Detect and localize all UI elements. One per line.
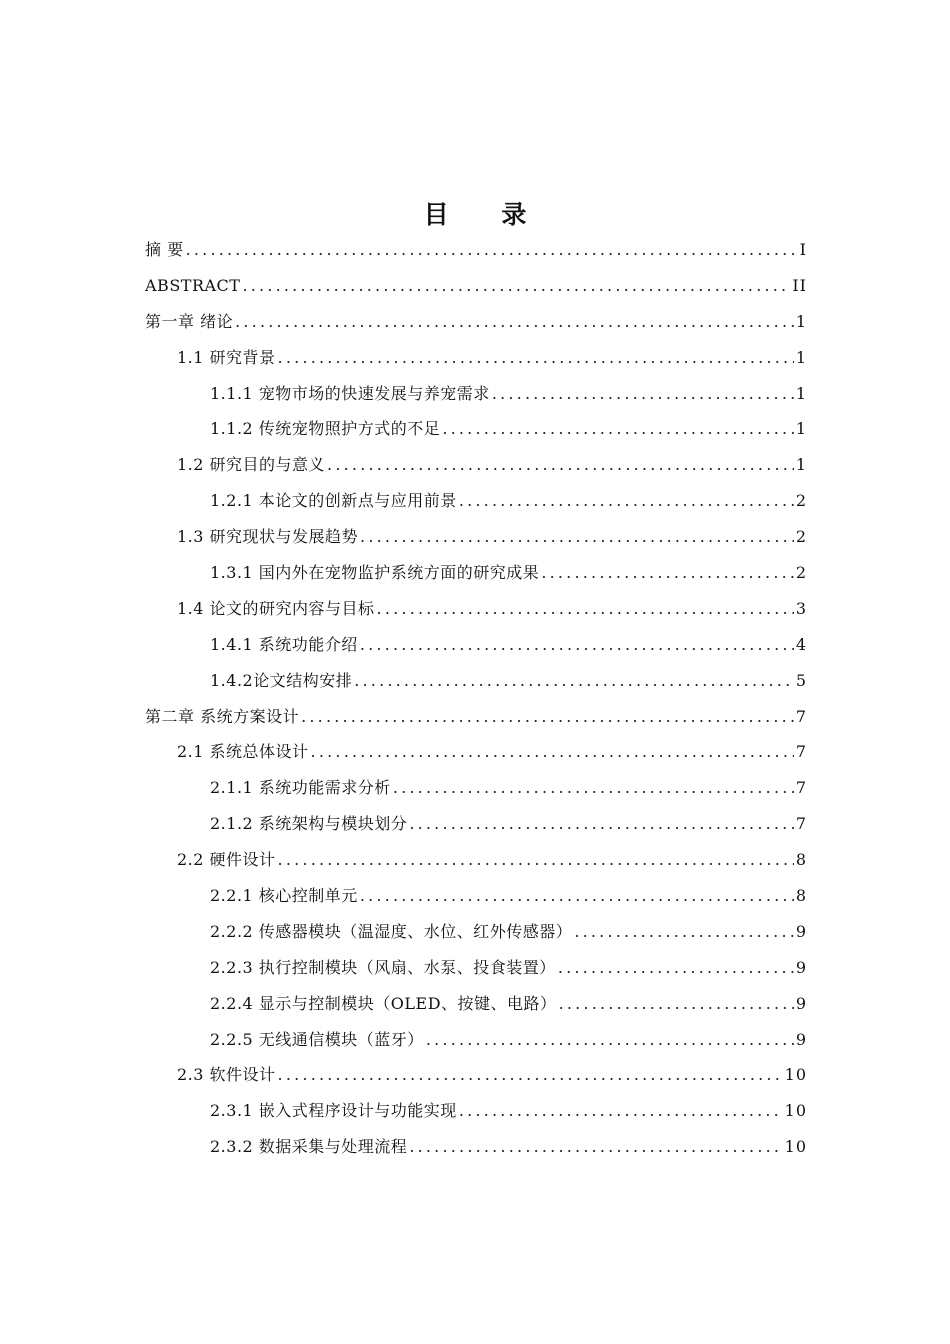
toc-entry[interactable]	[145, 1129, 807, 1165]
toc-entry-label: 1.1.2 传统宠物照护方式的不足	[210, 419, 441, 439]
toc-entry[interactable]	[145, 519, 807, 555]
toc-page-number: 2	[795, 491, 807, 511]
toc-entry-label: 2.2.5 无线通信模块（蓝牙）	[210, 1029, 424, 1049]
toc-dot-leader	[426, 1022, 794, 1058]
toc-dot-leader	[377, 591, 794, 627]
toc-dot-leader	[492, 376, 794, 412]
toc-dot-leader	[558, 950, 794, 986]
toc-dot-leader	[235, 304, 794, 340]
toc-entry-label: ABSTRACT	[145, 275, 241, 295]
toc-dot-leader	[278, 1057, 783, 1093]
toc-entry[interactable]	[145, 663, 807, 699]
toc-entry[interactable]	[145, 411, 807, 447]
toc-entry[interactable]	[145, 555, 807, 591]
toc-entry[interactable]	[145, 232, 807, 268]
toc-page-number: 9	[795, 993, 807, 1013]
toc-page-number: 1	[795, 347, 807, 367]
toc-entry[interactable]	[145, 806, 807, 842]
toc-dot-leader	[186, 232, 798, 268]
toc-dot-leader	[541, 555, 794, 591]
toc-dot-leader	[574, 914, 794, 950]
toc-dot-leader	[278, 842, 794, 878]
toc-entry-label: 1.4.1 系统功能介绍	[210, 634, 358, 654]
toc-page-number: 10	[784, 1137, 807, 1157]
toc-entry-label: 1.2.1 本论文的创新点与应用前景	[210, 491, 457, 511]
toc-entry-label: 2.2.1 核心控制单元	[210, 886, 358, 906]
toc-page-number: 8	[795, 886, 807, 906]
toc-page-number: 5	[795, 670, 807, 690]
toc-entry[interactable]	[145, 986, 807, 1022]
toc-entry-label: 2.1.2 系统架构与模块划分	[210, 814, 408, 834]
toc-page-number: 7	[795, 778, 807, 798]
toc-page-number: 8	[795, 850, 807, 870]
toc-page-number: 1	[795, 383, 807, 403]
toc-page-number: 10	[784, 1101, 807, 1121]
toc-page-number: 9	[795, 921, 807, 941]
toc-page-number: 1	[795, 311, 807, 331]
toc-entry[interactable]	[145, 878, 807, 914]
toc-entry[interactable]	[145, 304, 807, 340]
table-of-contents	[145, 232, 807, 1165]
toc-dot-leader	[459, 1093, 783, 1129]
toc-dot-leader	[459, 483, 794, 519]
toc-dot-leader	[442, 411, 794, 447]
toc-dot-leader	[360, 878, 794, 914]
toc-page-number: I	[799, 240, 807, 259]
toc-entry[interactable]	[145, 447, 807, 483]
toc-dot-leader	[278, 340, 794, 376]
toc-entry[interactable]	[145, 734, 807, 770]
toc-entry-label: 2.1 系统总体设计	[177, 742, 309, 762]
toc-page-number: 4	[795, 634, 807, 654]
toc-entry-label: 1.3.1 国内外在宠物监护系统方面的研究成果	[210, 563, 540, 583]
toc-dot-leader	[327, 447, 794, 483]
toc-entry-label: 摘 要	[145, 240, 184, 259]
page-title: 目 录	[423, 199, 549, 229]
toc-entry[interactable]	[145, 842, 807, 878]
toc-page-number: 1	[795, 419, 807, 439]
toc-page-number: II	[792, 275, 807, 295]
toc-page-number: 7	[795, 742, 807, 762]
toc-dot-leader	[409, 806, 794, 842]
toc-entry[interactable]	[145, 483, 807, 519]
toc-entry[interactable]	[145, 1057, 807, 1093]
toc-page-number: 10	[784, 1065, 807, 1085]
toc-page-number: 9	[795, 957, 807, 977]
toc-entry[interactable]	[145, 1022, 807, 1058]
toc-dot-leader	[360, 627, 794, 663]
toc-entry[interactable]	[145, 770, 807, 806]
toc-dot-leader	[393, 770, 794, 806]
toc-entry[interactable]	[145, 268, 807, 304]
toc-dot-leader	[360, 519, 794, 555]
toc-page-number: 2	[795, 527, 807, 547]
toc-page-number: 1	[795, 455, 807, 475]
toc-dot-leader	[301, 699, 794, 735]
toc-entry-label: 1.1.1 宠物市场的快速发展与养宠需求	[210, 383, 490, 403]
toc-dot-leader	[242, 268, 790, 304]
toc-page-number: 2	[795, 563, 807, 583]
toc-entry-label: 2.2 硬件设计	[177, 850, 276, 870]
toc-entry-label: 2.2.4 显示与控制模块（OLED、按键、电路）	[210, 993, 557, 1013]
toc-entry[interactable]	[145, 627, 807, 663]
toc-dot-leader	[559, 986, 794, 1022]
toc-page-number: 3	[795, 598, 807, 618]
toc-dot-leader	[409, 1129, 782, 1165]
toc-entry-label: 1.4 论文的研究内容与目标	[177, 598, 375, 618]
toc-entry-label: 第一章 绪论	[145, 311, 234, 331]
toc-entry[interactable]	[145, 914, 807, 950]
toc-entry-label: 2.3.1 嵌入式程序设计与功能实现	[210, 1101, 457, 1121]
toc-entry-label: 1.3 研究现状与发展趋势	[177, 527, 359, 547]
toc-entry[interactable]	[145, 376, 807, 412]
toc-entry[interactable]	[145, 950, 807, 986]
toc-entry-label: 2.1.1 系统功能需求分析	[210, 778, 391, 798]
toc-dot-leader	[311, 734, 794, 770]
toc-entry[interactable]	[145, 699, 807, 735]
toc-entry-label: 第二章 系统方案设计	[145, 706, 300, 726]
toc-dot-leader	[354, 663, 794, 699]
toc-page-number: 7	[795, 814, 807, 834]
toc-entry[interactable]	[145, 1093, 807, 1129]
toc-entry-label: 1.2 研究目的与意义	[177, 455, 326, 475]
toc-entry-label: 2.2.3 执行控制模块（风扇、水泵、投食装置）	[210, 957, 556, 977]
toc-entry-label: 1.4.2论文结构安排	[210, 670, 353, 690]
toc-entry-label: 2.3.2 数据采集与处理流程	[210, 1137, 408, 1157]
toc-page-number: 9	[795, 1029, 807, 1049]
toc-entry-label: 2.3 软件设计	[177, 1065, 276, 1085]
toc-entry-label: 1.1 研究背景	[177, 347, 276, 367]
toc-entry[interactable]	[145, 340, 807, 376]
toc-entry-label: 2.2.2 传感器模块（温湿度、水位、红外传感器）	[210, 921, 573, 941]
toc-entry[interactable]	[145, 591, 807, 627]
toc-page-number: 7	[795, 706, 807, 726]
